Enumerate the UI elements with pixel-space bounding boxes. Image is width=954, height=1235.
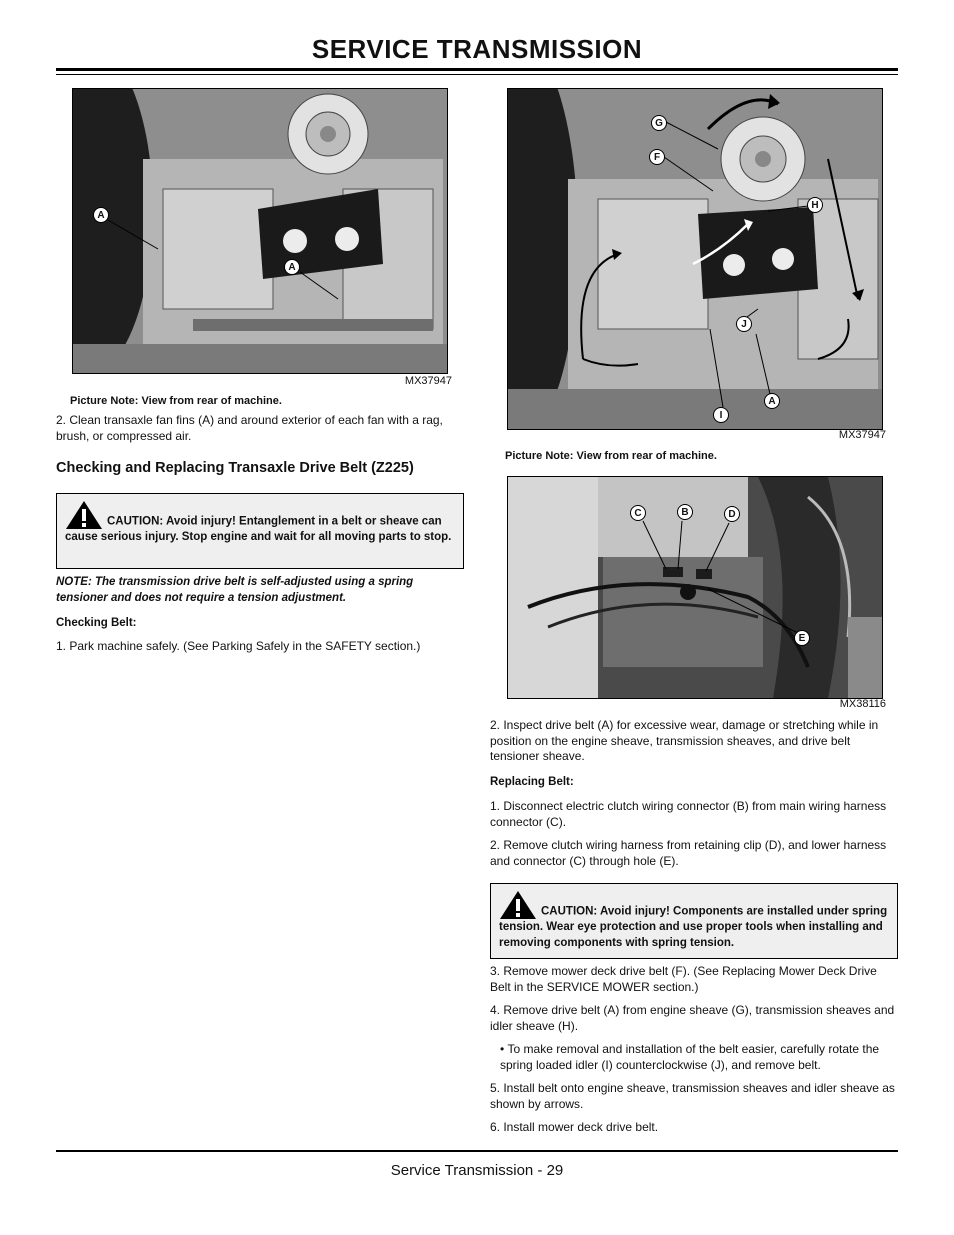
- callout-b: B: [677, 504, 693, 520]
- callout-e: E: [794, 630, 810, 646]
- figure-transaxle-fans: [72, 88, 448, 374]
- callout-d: D: [724, 506, 740, 522]
- callout-i: I: [713, 407, 729, 423]
- step-clean-fins: 2. Clean transaxle fan fins (A) and around exterior of each fan with a rag, brush, or compressed air.: [56, 413, 443, 443]
- figure-belt-routing: [507, 88, 883, 430]
- caution-box-1: [56, 493, 464, 569]
- footer-rule: [56, 1150, 898, 1152]
- replace-step-6: 6. Install mower deck drive belt.: [490, 1120, 659, 1134]
- caution-text: CAUTION: Avoid injury! Components are installed under spring tension. Wear eye protection and use proper tools when installing and removing components with spring tension.: [499, 905, 888, 949]
- callout-g: G: [651, 115, 667, 131]
- callout-a-1: A: [93, 207, 109, 223]
- figure-id: MX37947: [404, 375, 452, 387]
- callout-h: H: [807, 197, 823, 213]
- replace-step-1: 1. Disconnect electric clutch wiring connector (B) from main wiring harness connector (C).: [490, 799, 887, 829]
- replace-step-4: 4. Remove drive belt (A) from engine sheave (G), transmission sheaves and idler sheave (H).: [490, 1003, 895, 1033]
- figure-wiring-harness: [507, 476, 883, 699]
- figure-id: MX38116: [839, 698, 886, 710]
- callout-j: J: [736, 316, 752, 332]
- replace-step-5: 5. Install belt onto engine sheave, transmission sheaves and idler sheave as shown by arrows.: [490, 1081, 895, 1111]
- callout-f: F: [649, 149, 665, 165]
- callout-a-2: A: [284, 259, 300, 275]
- check-step-2: 2. Inspect drive belt (A) for excessive wear, damage or stretching while in position on the engine sheave, transmission sheaves, and drive belt tensioner sheave.: [490, 718, 879, 763]
- check-step-1: 1. Park machine safely. (See Parking Safely in the SAFETY section.): [56, 639, 421, 653]
- picture-note: Picture Note: View from rear of machine.: [505, 450, 717, 462]
- bullet-text: To make removal and installation of the belt easier, carefully rotate the spring loaded idler (I) counterclockwise (J), and remove belt.: [500, 1042, 880, 1072]
- replace-step-2: 2. Remove clutch wiring harness from retaining clip (D), and lower harness and connector (C) through hole (E).: [490, 838, 887, 868]
- replacing-heading: Replacing Belt:: [490, 776, 574, 788]
- page-footer: Service Transmission - 29: [390, 1162, 564, 1179]
- caution-box-2: [490, 883, 898, 959]
- header-rule-thin: [56, 74, 898, 75]
- warning-icon: [499, 890, 537, 920]
- replace-step-3: 3. Remove mower deck drive belt (F). (See Replacing Mower Deck Drive Belt in the SERVICE MOWER section.): [490, 964, 877, 994]
- header-rule: [56, 68, 898, 71]
- note-text: NOTE: The transmission drive belt is self-adjusted using a spring tensioner and does not require a tension adjustment.: [56, 576, 414, 604]
- callout-a: A: [764, 393, 780, 409]
- figure-id: MX37947: [838, 429, 886, 441]
- caution-text: CAUTION: Avoid injury! Entanglement in a belt or sheave can cause serious injury. Stop engine and wait for all moving parts to stop.: [65, 515, 452, 543]
- callout-c: C: [630, 505, 646, 521]
- bullet-item: [500, 1042, 898, 1073]
- page-title: SERVICE TRANSMISSION: [311, 34, 643, 64]
- picture-note: Picture Note: View from rear of machine.: [70, 395, 282, 407]
- section-heading: Checking and Replacing Transaxle Drive Belt (Z225): [56, 460, 414, 476]
- bullet-dot: •: [500, 1042, 508, 1056]
- checking-heading: Checking Belt:: [56, 617, 137, 629]
- warning-icon: [65, 500, 103, 530]
